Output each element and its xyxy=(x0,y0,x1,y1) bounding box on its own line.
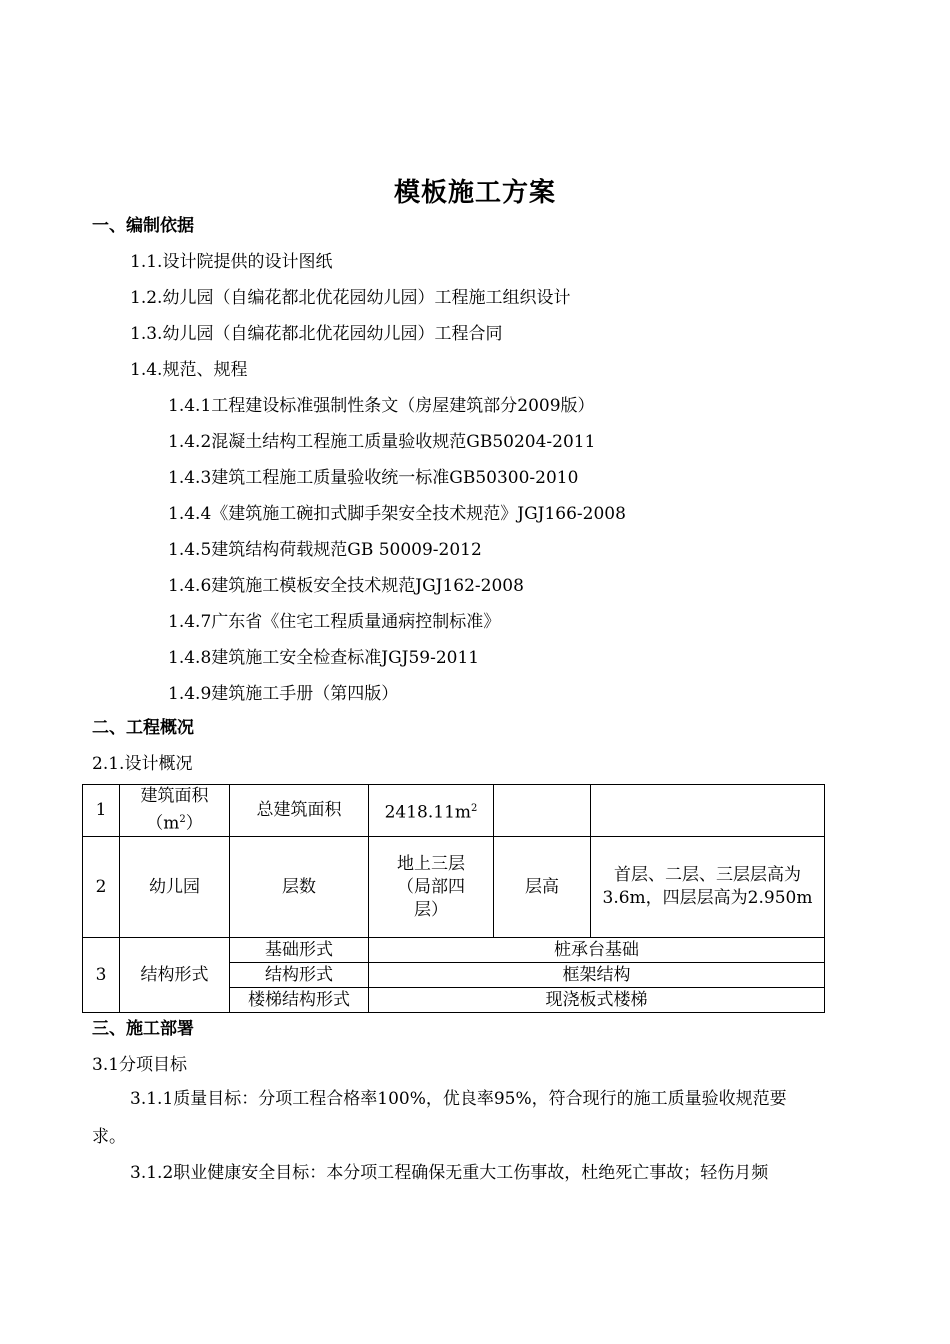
subsection-heading: 2.1.设计概况 xyxy=(92,754,193,774)
cell-value: 2418.11m xyxy=(384,802,472,823)
table-cell xyxy=(369,785,494,837)
table-row xyxy=(83,938,825,963)
list-item: 1.1.设计院提供的设计图纸 xyxy=(130,252,333,272)
cell-text: 首层、二层、三层层高为 xyxy=(614,865,801,885)
sub-list-item: 1.4.9建筑施工手册（第四版） xyxy=(168,684,399,704)
superscript: 2 xyxy=(179,814,186,826)
list-item: 1.3.幼儿园（自编花都北优花园幼儿园）工程合同 xyxy=(130,324,503,344)
table-cell xyxy=(120,785,230,837)
page-title: 模板施工方案 xyxy=(393,178,556,208)
table-cell: 结构形式 xyxy=(230,963,369,988)
table-cell xyxy=(591,785,825,837)
superscript: 2 xyxy=(471,802,478,814)
cell-text: （局部四 xyxy=(397,876,465,897)
table-cell: 框架结构 xyxy=(369,963,825,988)
sub-list-item: 1.4.4《建筑施工碗扣式脚手架安全技术规范》JGJ166-2008 xyxy=(168,504,626,524)
cell-text xyxy=(124,808,225,836)
table-cell: 3 xyxy=(83,938,120,1013)
section-heading-overview: 二、工程概况 xyxy=(92,718,194,738)
sub-list-item: 1.4.5建筑结构荷载规范GB 50009-2012 xyxy=(168,540,482,560)
unit-open: （m xyxy=(146,813,180,834)
subsection-heading: 3.1分项目标 xyxy=(92,1055,188,1075)
sub-list-item: 1.4.8建筑施工安全检查标准JGJ59-2011 xyxy=(168,648,480,668)
table-cell: 桩承台基础 xyxy=(369,938,825,963)
table-cell: 总建筑面积 xyxy=(230,785,369,837)
table-cell xyxy=(369,837,494,938)
table-cell: 1 xyxy=(83,785,120,837)
table-cell: 基础形式 xyxy=(230,938,369,963)
table-cell: 层数 xyxy=(230,837,369,938)
table-cell: 现浇板式楼梯 xyxy=(369,988,825,1013)
table-cell: 2 xyxy=(83,837,120,938)
paragraph-line: 求。 xyxy=(92,1127,126,1147)
sub-list-item: 1.4.3建筑工程施工质量验收统一标准GB50300-2010 xyxy=(168,468,579,488)
cell-text: 建筑面积 xyxy=(140,786,209,807)
design-overview-table xyxy=(82,784,825,1013)
cell-text: 3.6m，四层层高为2.950m xyxy=(602,888,813,908)
unit-close: ） xyxy=(185,813,203,834)
paragraph-line: 3.1.1质量目标：分项工程合格率100%，优良率95%，符合现行的施工质量验收规范要 xyxy=(130,1089,787,1109)
table-cell: 楼梯结构形式 xyxy=(230,988,369,1013)
table-cell: 层高 xyxy=(494,837,591,938)
section-heading-basis: 一、编制依据 xyxy=(92,216,194,236)
section-heading-deployment: 三、施工部署 xyxy=(92,1019,194,1039)
table-cell xyxy=(494,785,591,837)
table-cell: 结构形式 xyxy=(120,938,230,1013)
sub-list-item: 1.4.7广东省《住宅工程质量通病控制标准》 xyxy=(168,612,501,632)
table-cell xyxy=(591,837,825,938)
sub-list-item: 1.4.6建筑施工模板安全技术规范JGJ162-2008 xyxy=(168,576,524,596)
table-row xyxy=(83,785,825,837)
sub-list-item: 1.4.1工程建设标准强制性条文（房屋建筑部分2009版） xyxy=(168,396,595,416)
table-cell: 幼儿园 xyxy=(120,837,230,938)
cell-text: 地上三层 xyxy=(397,853,465,874)
cell-text: 层） xyxy=(414,899,448,920)
paragraph-line: 3.1.2职业健康安全目标：本分项工程确保无重大工伤事故，杜绝死亡事故；轻伤月频 xyxy=(130,1163,769,1183)
list-item: 1.2.幼儿园（自编花都北优花园幼儿园）工程施工组织设计 xyxy=(130,288,571,308)
list-item: 1.4.规范、规程 xyxy=(130,360,248,380)
sub-list-item: 1.4.2混凝土结构工程施工质量验收规范GB50204-2011 xyxy=(168,432,596,452)
table-row xyxy=(83,837,825,938)
